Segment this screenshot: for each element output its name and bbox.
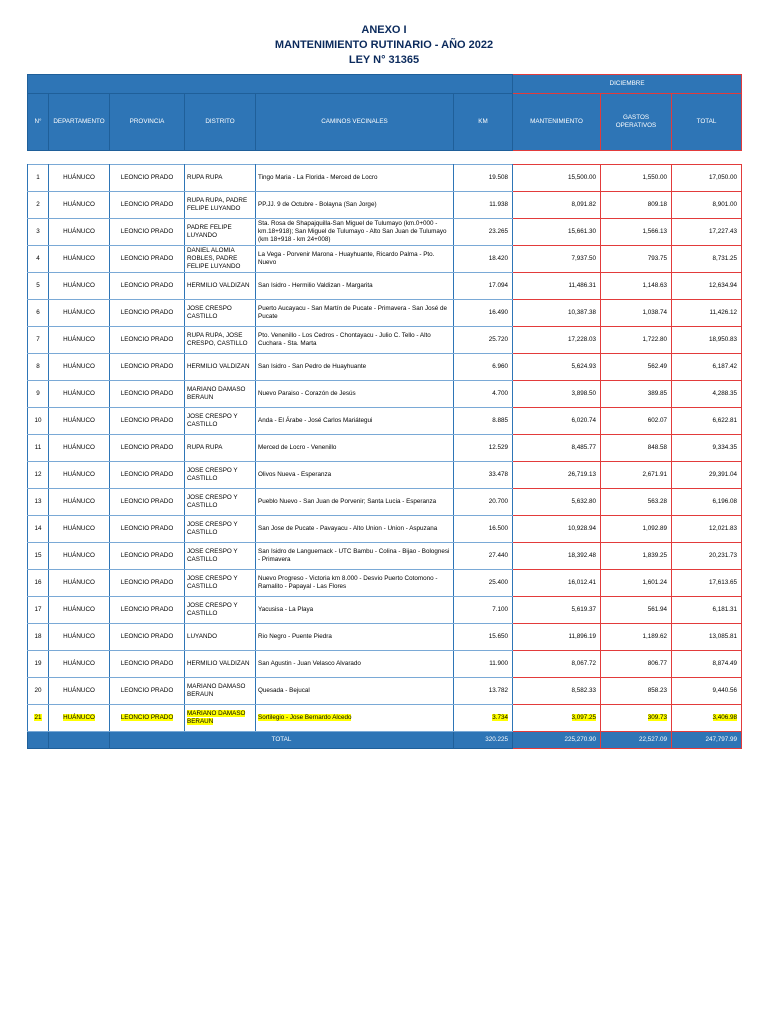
col-header-number: N° xyxy=(28,94,49,151)
provincia-cell: LEONCIO PRADO xyxy=(110,219,185,246)
gastos-cell: 561.94 xyxy=(601,597,672,624)
col-header-provincia: PROVINCIA xyxy=(110,94,185,151)
provincia-cell: LEONCIO PRADO xyxy=(110,354,185,381)
total-total: 247,797.99 xyxy=(672,732,742,749)
gastos-cell: 1,839.25 xyxy=(601,543,672,570)
group-header-row xyxy=(28,75,742,94)
total-cell: 17,613.65 xyxy=(672,570,742,597)
distrito-cell: RUPA RUPA, PADRE FELIPE LUYANDO xyxy=(185,192,256,219)
mantenimiento-cell: 11,486.31 xyxy=(513,273,601,300)
total-cell: 6,196.08 xyxy=(672,489,742,516)
departamento-cell: HUÁNUCO xyxy=(49,678,110,705)
departamento-cell xyxy=(49,705,110,732)
total-cell: 17,050.00 xyxy=(672,165,742,192)
distrito-cell: JOSE CRESPO Y CASTILLO xyxy=(185,543,256,570)
col-header-caminos: CAMINOS VECINALES xyxy=(256,94,454,151)
gastos-cell: 1,722.80 xyxy=(601,327,672,354)
highlighted-text: MARIANO DAMASO BERAUN xyxy=(187,710,246,725)
departamento-cell: HUÁNUCO xyxy=(49,543,110,570)
provincia-cell xyxy=(110,705,185,732)
mantenimiento-cell: 10,387.38 xyxy=(513,300,601,327)
row-number: 1 xyxy=(28,165,49,192)
camino-cell: Nuevo Paraiso - Corazón de Jesús xyxy=(256,381,454,408)
km-cell: 6.960 xyxy=(454,354,513,381)
table-row xyxy=(28,543,742,570)
highlighted-text: LEONCIO PRADO xyxy=(120,714,174,721)
gastos-cell: 1,550.00 xyxy=(601,165,672,192)
departamento-cell: HUÁNUCO xyxy=(49,381,110,408)
row-number: 11 xyxy=(28,435,49,462)
group-header-blank xyxy=(28,75,513,94)
total-gastos: 22,527.09 xyxy=(601,732,672,749)
total-cell: 20,231.73 xyxy=(672,543,742,570)
total-cell: 11,426.12 xyxy=(672,300,742,327)
row-number: 8 xyxy=(28,354,49,381)
table-row xyxy=(28,462,742,489)
total-cell: 4,288.35 xyxy=(672,381,742,408)
camino-cell: Quesada - Bejucal xyxy=(256,678,454,705)
camino-cell: San Agustin - Juan Velasco Alvarado xyxy=(256,651,454,678)
distrito-cell: JOSE CRESPO Y CASTILLO xyxy=(185,516,256,543)
provincia-cell: LEONCIO PRADO xyxy=(110,408,185,435)
total-km: 320.225 xyxy=(454,732,513,749)
total-cell: 9,334.35 xyxy=(672,435,742,462)
mantenimiento-cell: 11,896.19 xyxy=(513,624,601,651)
camino-cell: San Isidro de Languemack - UTC Bambu - Colina - Bijao - Bolognesi - Primavera xyxy=(256,543,454,570)
km-cell: 17.094 xyxy=(454,273,513,300)
row-number: 19 xyxy=(28,651,49,678)
mantenimiento-cell: 18,392.48 xyxy=(513,543,601,570)
mantenimiento-cell: 15,500.00 xyxy=(513,165,601,192)
camino-cell: PP.JJ. 9 de Octubre - Bolayna (San Jorge) xyxy=(256,192,454,219)
camino-cell: Yacusisa - La Playa xyxy=(256,597,454,624)
departamento-cell: HUÁNUCO xyxy=(49,192,110,219)
provincia-cell: LEONCIO PRADO xyxy=(110,435,185,462)
gastos-cell: 809.18 xyxy=(601,192,672,219)
provincia-cell: LEONCIO PRADO xyxy=(110,597,185,624)
km-cell: 33.478 xyxy=(454,462,513,489)
departamento-cell: HUÁNUCO xyxy=(49,462,110,489)
distrito-cell: JOSE CRESPO Y CASTILLO xyxy=(185,570,256,597)
gastos-cell: 1,038.74 xyxy=(601,300,672,327)
total-cell: 6,187.42 xyxy=(672,354,742,381)
row-number: 2 xyxy=(28,192,49,219)
mantenimiento-cell: 5,619.37 xyxy=(513,597,601,624)
row-number: 10 xyxy=(28,408,49,435)
camino-cell: San Isidro - Hermilio Valdizan - Margarita xyxy=(256,273,454,300)
row-number xyxy=(28,705,49,732)
distrito-cell: RUPA RUPA xyxy=(185,165,256,192)
mantenimiento-cell: 16,012.41 xyxy=(513,570,601,597)
table-row xyxy=(28,219,742,246)
col-header-departamento: DEPARTAMENTO xyxy=(49,94,110,151)
distrito-cell xyxy=(185,705,256,732)
highlighted-text: 309.73 xyxy=(647,714,668,721)
row-number: 20 xyxy=(28,678,49,705)
gastos-cell: 562.49 xyxy=(601,354,672,381)
highlighted-text: 3,097.25 xyxy=(571,714,597,721)
camino-cell: La Vega - Porvenir Marona - Huayhuante, Ricardo Palma - Pto. Nuevo xyxy=(256,246,454,273)
annex-title: ANEXO I xyxy=(361,24,407,36)
camino-cell: Olivos Nueva - Esperanza xyxy=(256,462,454,489)
total-cell: 9,440.56 xyxy=(672,678,742,705)
mantenimiento-cell: 3,898.50 xyxy=(513,381,601,408)
col-header-total: TOTAL xyxy=(672,94,742,151)
table-row xyxy=(28,570,742,597)
table-row xyxy=(28,408,742,435)
table-row xyxy=(28,381,742,408)
provincia-cell: LEONCIO PRADO xyxy=(110,570,185,597)
distrito-cell: MARIANO DAMASO BERAUN xyxy=(185,678,256,705)
km-cell: 13.782 xyxy=(454,678,513,705)
distrito-cell: RUPA RUPA, JOSE CRESPO, CASTILLO xyxy=(185,327,256,354)
row-number: 13 xyxy=(28,489,49,516)
km-cell: 16.500 xyxy=(454,516,513,543)
row-number: 5 xyxy=(28,273,49,300)
departamento-cell: HUÁNUCO xyxy=(49,435,110,462)
distrito-cell: MARIANO DAMASO BERAUN xyxy=(185,381,256,408)
table-row xyxy=(28,678,742,705)
camino-cell: San Jose de Pucate - Pavayacu - Alto Union - Union - Aspuzana xyxy=(256,516,454,543)
row-number: 9 xyxy=(28,381,49,408)
provincia-cell: LEONCIO PRADO xyxy=(110,327,185,354)
table-row xyxy=(28,327,742,354)
col-header-mantenimiento: MANTENIMIENTO xyxy=(513,94,601,151)
departamento-cell: HUÁNUCO xyxy=(49,597,110,624)
column-header-row xyxy=(28,94,742,151)
table-row xyxy=(28,489,742,516)
gastos-cell: 1,092.89 xyxy=(601,516,672,543)
departamento-cell: HUÁNUCO xyxy=(49,165,110,192)
distrito-cell: HERMILIO VALDIZAN xyxy=(185,651,256,678)
gastos-cell: 563.28 xyxy=(601,489,672,516)
camino-cell: Pto. Venenillo - Los Cedros - Chontayacu - Julio C. Tello - Alto Cuchara - Sta. Marta xyxy=(256,327,454,354)
distrito-cell: JOSE CRESPO Y CASTILLO xyxy=(185,462,256,489)
total-cell: 8,874.49 xyxy=(672,651,742,678)
mantenimiento-cell: 15,661.30 xyxy=(513,219,601,246)
departamento-cell: HUÁNUCO xyxy=(49,327,110,354)
mantenimiento-cell xyxy=(513,705,601,732)
km-cell: 7.100 xyxy=(454,597,513,624)
highlighted-text: Sortilegio - Jose Bernardo Alcedo xyxy=(258,714,352,721)
camino-cell: Anda - El Árabe - José Carlos Mariátegui xyxy=(256,408,454,435)
total-cell: 6,181.31 xyxy=(672,597,742,624)
km-cell: 11.938 xyxy=(454,192,513,219)
camino-cell: Rio Negro - Puente Piedra xyxy=(256,624,454,651)
row-number: 14 xyxy=(28,516,49,543)
km-cell: 4.700 xyxy=(454,381,513,408)
col-header-distrito: DISTRITO xyxy=(185,94,256,151)
distrito-cell: JOSE CRESPO Y CASTILLO xyxy=(185,597,256,624)
km-cell: 20.700 xyxy=(454,489,513,516)
table-row xyxy=(28,273,742,300)
highlighted-text: HUÁNUCO xyxy=(63,714,95,721)
provincia-cell: LEONCIO PRADO xyxy=(110,246,185,273)
total-cell: 8,731.25 xyxy=(672,246,742,273)
km-cell: 8.885 xyxy=(454,408,513,435)
distrito-cell: JOSE CRESPO Y CASTILLO xyxy=(185,489,256,516)
departamento-cell: HUÁNUCO xyxy=(49,651,110,678)
col-header-km: KM xyxy=(454,94,513,151)
gastos-cell: 848.58 xyxy=(601,435,672,462)
report-title: MANTENIMIENTO RUTINARIO - AÑO 2022 xyxy=(274,39,494,51)
row-number: 4 xyxy=(28,246,49,273)
highlighted-text: 3.734 xyxy=(492,714,509,721)
table-row xyxy=(28,651,742,678)
km-cell: 23.265 xyxy=(454,219,513,246)
distrito-cell: RUPA RUPA xyxy=(185,435,256,462)
distrito-cell: PADRE FELIPE LUYANDO xyxy=(185,219,256,246)
total-row xyxy=(28,732,742,749)
km-cell: 25.400 xyxy=(454,570,513,597)
mantenimiento-cell: 10,928.94 xyxy=(513,516,601,543)
camino-cell: Tingo Maria - La Florida - Merced de Locro xyxy=(256,165,454,192)
departamento-cell: HUÁNUCO xyxy=(49,219,110,246)
mantenimiento-cell: 5,632.80 xyxy=(513,489,601,516)
provincia-cell: LEONCIO PRADO xyxy=(110,273,185,300)
provincia-cell: LEONCIO PRADO xyxy=(110,300,185,327)
law-number: LEY N° 31365 xyxy=(348,54,420,66)
total-cell: 12,634.94 xyxy=(672,273,742,300)
km-cell: 18.420 xyxy=(454,246,513,273)
row-number: 18 xyxy=(28,624,49,651)
mantenimiento-cell: 5,624.93 xyxy=(513,354,601,381)
gastos-cell: 602.07 xyxy=(601,408,672,435)
col-header-gastos: GASTOS OPERATIVOS xyxy=(601,94,672,151)
departamento-cell: HUÁNUCO xyxy=(49,624,110,651)
mantenimiento-cell: 7,937.50 xyxy=(513,246,601,273)
km-cell: 19.508 xyxy=(454,165,513,192)
provincia-cell: LEONCIO PRADO xyxy=(110,462,185,489)
km-cell xyxy=(454,705,513,732)
provincia-cell: LEONCIO PRADO xyxy=(110,381,185,408)
distrito-cell: HERMILIO VALDIZAN xyxy=(185,273,256,300)
mantenimiento-cell: 8,582.33 xyxy=(513,678,601,705)
total-cell: 8,901.00 xyxy=(672,192,742,219)
table-row xyxy=(28,516,742,543)
row-number: 12 xyxy=(28,462,49,489)
distrito-cell: JOSE CRESPO Y CASTILLO xyxy=(185,408,256,435)
table-row xyxy=(28,246,742,273)
gastos-cell: 1,566.13 xyxy=(601,219,672,246)
row-number: 17 xyxy=(28,597,49,624)
gastos-cell xyxy=(601,705,672,732)
gastos-cell: 858.23 xyxy=(601,678,672,705)
total-cell: 12,021.83 xyxy=(672,516,742,543)
distrito-cell: LUYANDO xyxy=(185,624,256,651)
month-group-label: DICIEMBRE xyxy=(513,75,742,94)
camino-cell: Nuevo Progreso - Victoria km 8.000 - Desvio Puerto Cotomono - Ramalito - Papayal - Las Flores xyxy=(256,570,454,597)
row-number: 7 xyxy=(28,327,49,354)
table-row xyxy=(28,192,742,219)
mantenimiento-cell: 6,020.74 xyxy=(513,408,601,435)
km-cell: 27.440 xyxy=(454,543,513,570)
table-row xyxy=(28,705,742,732)
km-cell: 15.650 xyxy=(454,624,513,651)
departamento-cell: HUÁNUCO xyxy=(49,516,110,543)
camino-cell: Pueblo Nuevo - San Juan de Porvenir; Santa Lucia - Esperanza xyxy=(256,489,454,516)
camino-cell: Merced de Locro - Venenillo xyxy=(256,435,454,462)
distrito-cell: HERMILIO VALDIZAN xyxy=(185,354,256,381)
total-cell xyxy=(672,705,742,732)
table-row xyxy=(28,624,742,651)
km-cell: 11.900 xyxy=(454,651,513,678)
provincia-cell: LEONCIO PRADO xyxy=(110,489,185,516)
table-row xyxy=(28,165,742,192)
departamento-cell: HUÁNUCO xyxy=(49,246,110,273)
distrito-cell: DANIEL ALOMIA ROBLES, PADRE FELIPE LUYANDO xyxy=(185,246,256,273)
row-number: 6 xyxy=(28,300,49,327)
departamento-cell: HUÁNUCO xyxy=(49,489,110,516)
provincia-cell: LEONCIO PRADO xyxy=(110,192,185,219)
gastos-cell: 793.75 xyxy=(601,246,672,273)
camino-cell xyxy=(256,705,454,732)
departamento-cell: HUÁNUCO xyxy=(49,300,110,327)
departamento-cell: HUÁNUCO xyxy=(49,408,110,435)
mantenimiento-cell: 26,719.13 xyxy=(513,462,601,489)
gastos-cell: 1,189.62 xyxy=(601,624,672,651)
provincia-cell: LEONCIO PRADO xyxy=(110,678,185,705)
camino-cell: Puerto Aucayacu - San Martín de Pucate - Primavera - San José de Pucate xyxy=(256,300,454,327)
provincia-cell: LEONCIO PRADO xyxy=(110,624,185,651)
table-row xyxy=(28,354,742,381)
row-number: 15 xyxy=(28,543,49,570)
departamento-cell: HUÁNUCO xyxy=(49,354,110,381)
km-cell: 16.490 xyxy=(454,300,513,327)
gastos-cell: 1,601.24 xyxy=(601,570,672,597)
provincia-cell: LEONCIO PRADO xyxy=(110,543,185,570)
km-cell: 25.720 xyxy=(454,327,513,354)
table-row xyxy=(28,597,742,624)
camino-cell: Sta. Rosa de Shapajquilla-San Miguel de Tulumayo (km.0+000 - km.18+918); San Miguel de Tulumayo - Alto San Juan de Tulumayo (km 18+918 - km 24+008) xyxy=(256,219,454,246)
camino-cell: San Isidro - San Pedro de Huayhuante xyxy=(256,354,454,381)
total-cell: 13,085.81 xyxy=(672,624,742,651)
provincia-cell: LEONCIO PRADO xyxy=(110,651,185,678)
gastos-cell: 389.85 xyxy=(601,381,672,408)
total-cell: 17,227.43 xyxy=(672,219,742,246)
row-number: 3 xyxy=(28,219,49,246)
mantenimiento-cell: 8,485.77 xyxy=(513,435,601,462)
total-cell: 29,391.04 xyxy=(672,462,742,489)
table-row xyxy=(28,300,742,327)
maintenance-table xyxy=(27,74,742,749)
provincia-cell: LEONCIO PRADO xyxy=(110,165,185,192)
total-label: TOTAL xyxy=(110,732,454,749)
row-number: 16 xyxy=(28,570,49,597)
provincia-cell: LEONCIO PRADO xyxy=(110,516,185,543)
gastos-cell: 806.77 xyxy=(601,651,672,678)
mantenimiento-cell: 17,228.03 xyxy=(513,327,601,354)
total-cell: 18,950.83 xyxy=(672,327,742,354)
departamento-cell: HUÁNUCO xyxy=(49,273,110,300)
total-cell: 6,622.81 xyxy=(672,408,742,435)
mantenimiento-cell: 8,091.82 xyxy=(513,192,601,219)
table-body xyxy=(28,165,742,732)
highlighted-text: 21 xyxy=(34,714,42,721)
departamento-cell: HUÁNUCO xyxy=(49,570,110,597)
km-cell: 12.529 xyxy=(454,435,513,462)
mantenimiento-cell: 8,067.72 xyxy=(513,651,601,678)
total-mantenimiento: 225,270.90 xyxy=(513,732,601,749)
distrito-cell: JOSE CRESPO CASTILLO xyxy=(185,300,256,327)
gastos-cell: 1,148.63 xyxy=(601,273,672,300)
table-row xyxy=(28,435,742,462)
gastos-cell: 2,671.91 xyxy=(601,462,672,489)
highlighted-text: 3,406.98 xyxy=(712,714,738,721)
